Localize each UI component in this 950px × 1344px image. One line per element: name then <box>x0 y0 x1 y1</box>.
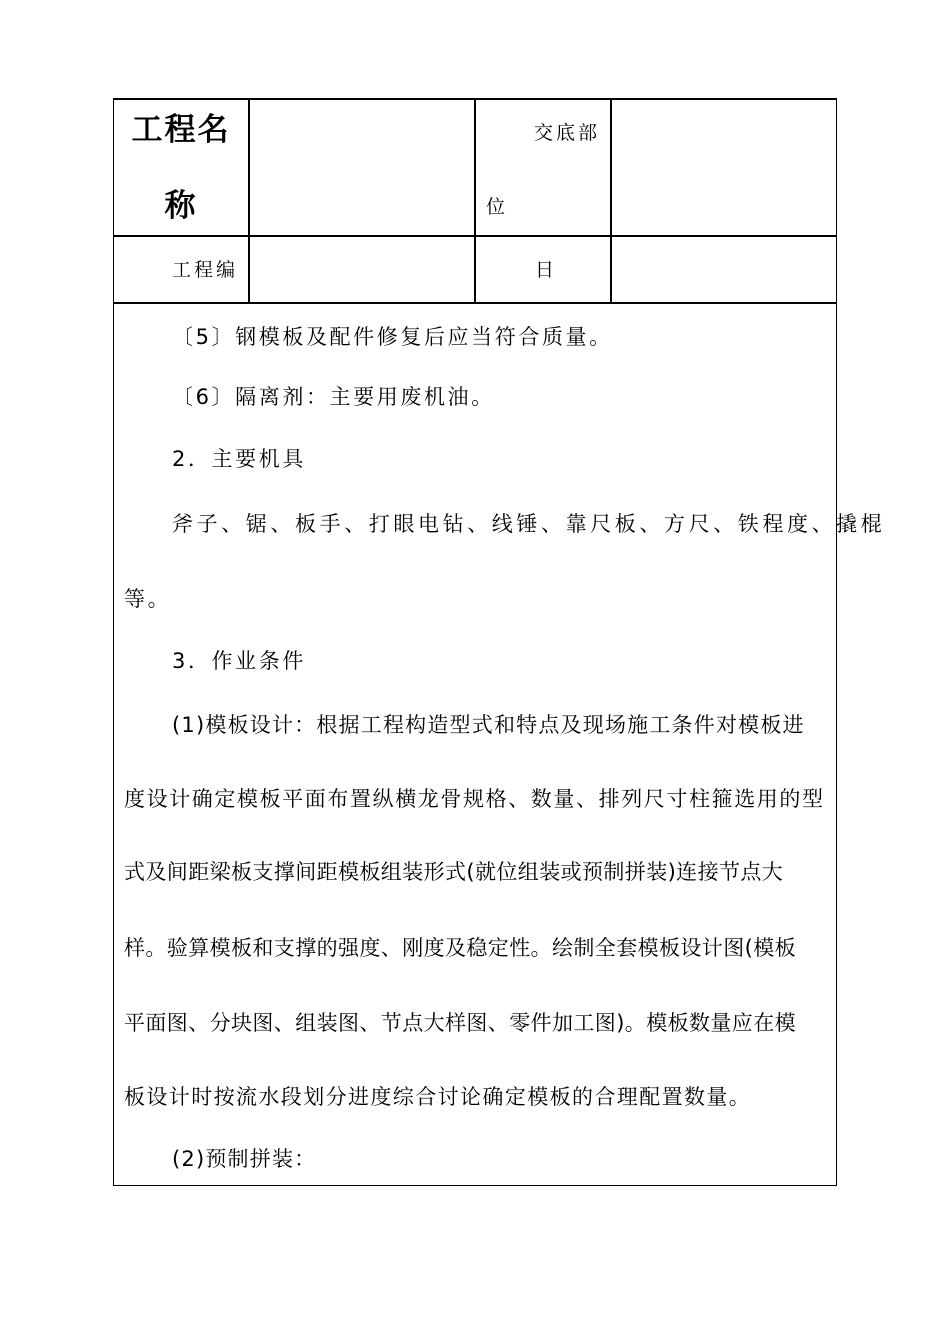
handover-form <box>113 98 886 1186</box>
body-line: 〔5〕钢模板及配件修复后应当符合质量。 <box>172 325 613 349</box>
project-name-label <box>114 100 248 235</box>
body-line: 〔6〕隔离剂：主要用废机油。 <box>172 385 495 409</box>
body-line: 斧子、锯、板手、打眼电钻、线锤、靠尺板、方尺、铁程度、撬棍 <box>172 512 886 536</box>
body-line: 2．主要机具 <box>172 447 306 471</box>
body-line: 3．作业条件 <box>172 649 306 673</box>
date-label-text: 日 <box>535 259 558 281</box>
body-line: 板设计时按流水段划分进度综合讨论确定模板的合理配置数量。 <box>124 1085 752 1109</box>
handover-part-label <box>476 100 610 235</box>
grid-line <box>114 302 836 304</box>
project-name-value <box>250 100 474 235</box>
project-code-label-text: 工程编 <box>172 259 239 281</box>
body-line: (2)预制拼装： <box>172 1147 317 1171</box>
body-line: 度设计确定模板平面布置纵横龙骨规格、数量、排列尺寸柱箍选用的型 <box>124 787 825 811</box>
body-line: (1)模板设计：根据工程构造型式和特点及现场施工条件对模板进 <box>172 713 805 737</box>
project-code-value <box>250 237 474 302</box>
date-value <box>612 237 836 302</box>
body-line: 式及间距梁板支撑间距模板组装形式(就位组装或预制拼装)连接节点大 <box>124 860 784 884</box>
project-code-label <box>114 237 248 302</box>
handover-part-value <box>612 100 836 235</box>
body-line: 等。 <box>124 587 172 611</box>
handover-part-label-line2: 位 <box>486 196 509 218</box>
handover-part-label-line1: 交底部 <box>534 122 601 144</box>
date-label <box>476 237 610 302</box>
project-name-label-line2: 称 <box>164 188 198 224</box>
body-line: 样。验算模板和支撑的强度、刚度及稳定性。绘制全套模板设计图(模板 <box>124 936 796 960</box>
body-line: 平面图、分块图、组装图、节点大样图、零件加工图)。模板数量应在模 <box>124 1011 796 1035</box>
project-name-label-line1: 工程名 <box>131 112 231 148</box>
